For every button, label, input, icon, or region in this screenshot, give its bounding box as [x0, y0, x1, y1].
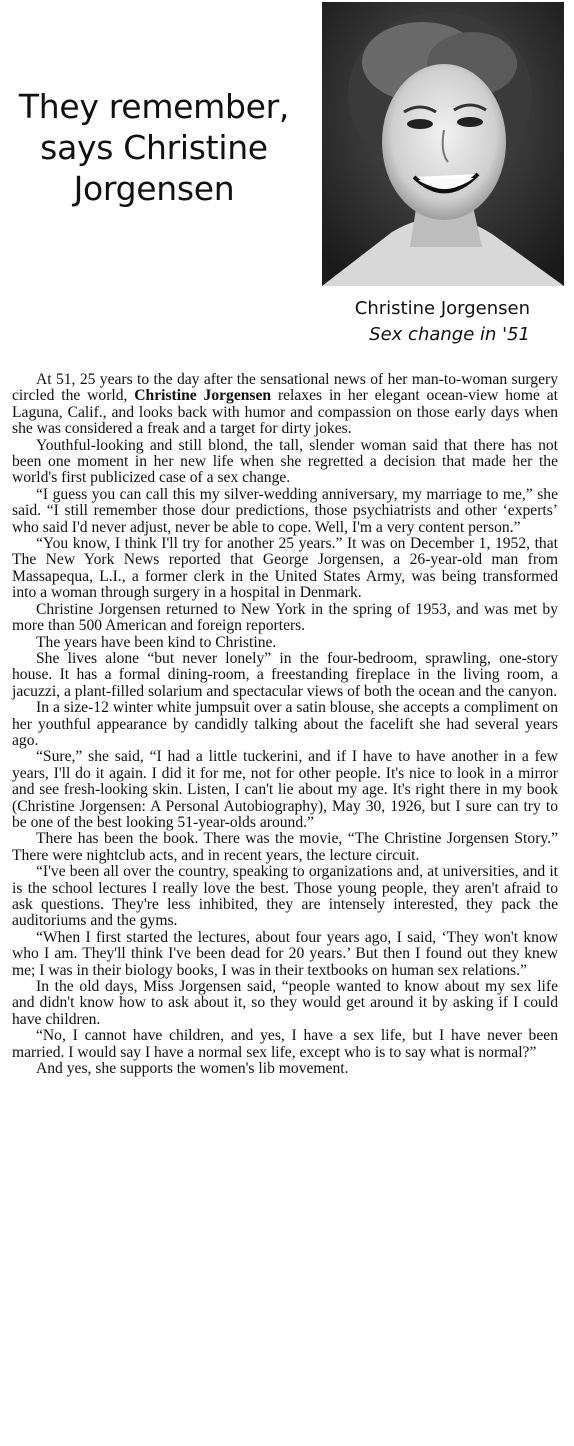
- paragraph-6: The years have been kind to Christine.: [36, 633, 277, 651]
- caption-name: Christine Jorgensen: [354, 298, 530, 319]
- portrait-illustration: [322, 2, 564, 286]
- photo-caption: [300, 296, 530, 348]
- headline-line-2: says Christine: [40, 128, 268, 167]
- paragraph-13: In the old days, Miss Jorgensen said, “people wanted to know about my sex life and didn't know how to ask about it, so they would get around it by asking if I could have children.: [12, 978, 558, 1028]
- paragraph-9: “Sure,” she said, “I had a little tuckerini, and if I have to have another in a few years, I'll do it again. I did it for me, not for other people. It's nice to look in a mirror and see fresh-looking skin. Listen, I can't lie about my age. It's right there in my book (Christine Jorgensen: A Personal Autobiography), May 30, 1926, but I sure can try to be one of the best looking 51-year-olds around.”: [12, 748, 558, 831]
- paragraph-2: Youthful-looking and still blond, the tall, slender woman said that there has not been one moment in her new life when she regretted a decision that made her the world's first publicized case of a sex change.: [12, 436, 558, 487]
- headline: [4, 86, 304, 209]
- paragraph-5: Christine Jorgensen returned to New York in the spring of 1953, and was met by more than 500 American and foreign reporters.: [12, 600, 558, 635]
- paragraph-12: “When I first started the lectures, about four years ago, I said, ‘They won't know who I am. They'll think I've been dead for 20 years.’ But then I found out they knew me; I was in their biology books, I was in their textbooks on human sex relations.”: [12, 928, 558, 979]
- paragraph-4: “You know, I think I'll try for another 25 years.” It was on December 1, 1952, that The New York News reported that George Jorgensen, a 26-year-old man from Massapequa, L.I., a former clerk in the United States Army, was being transformed into a woman through surgery in a hospital in Denmark.: [12, 535, 558, 602]
- paragraph-14: “No, I cannot have children, and yes, I have a sex life, but I have never been married. I would say I have a normal sex life, except who is to say what is normal?”: [12, 1027, 558, 1061]
- headline-line-3: Jorgensen: [73, 169, 235, 208]
- headline-line-1: They remember,: [18, 87, 290, 126]
- article-body: [12, 372, 558, 1077]
- paragraph-1: At 51, 25 years to the day after the sensational news of her man-to-woman surgery circled the world, Christine Jorgensen relaxes in her elegant ocean-view home at Laguna, Calif., and looks back with humor and compassion on those early days when she was considered a freak and a target for dirty jokes.: [12, 371, 558, 438]
- paragraph-7: She lives alone “but never lonely” in the four-bedroom, sprawling, one-story house. It has a formal dining-room, a freestanding fireplace in the living room, a jacuzzi, a plant-filled solarium and spectacular views of both the ocean and the canyon.: [12, 649, 558, 700]
- paragraph-11: “I've been all over the country, speaking to organizations and, at universities, and it is the school lectures I really love the best. Those young people, they aren't afraid to ask questions. They're less inhibited, they are intensely interested, they pack the auditoriums and the gyms.: [12, 863, 558, 930]
- paragraph-10: There has been the book. There was the movie, “The Christine Jorgensen Story.” There were nightclub acts, and in recent years, the lecture circuit.: [12, 830, 558, 864]
- caption-subtitle: Sex change in '51: [369, 324, 530, 345]
- portrait-photo: [322, 2, 564, 286]
- paragraph-3: “I guess you can call this my silver-wedding anniversary, my marriage to me,” she said. “I still remember those dour predictions, those psychiatrists and other ‘experts’ who said I'd never adjust, never be able to cope. Well, I'm a very content person.”: [12, 485, 558, 536]
- paragraph-15: And yes, she supports the women's lib movement.: [36, 1060, 349, 1078]
- paragraph-8: In a size-12 winter white jumpsuit over a satin blouse, she accepts a compliment on her youthful appearance by candidly talking about the facelift she had several years ago.: [12, 699, 558, 749]
- bold-name: Christine Jorgensen: [134, 387, 272, 405]
